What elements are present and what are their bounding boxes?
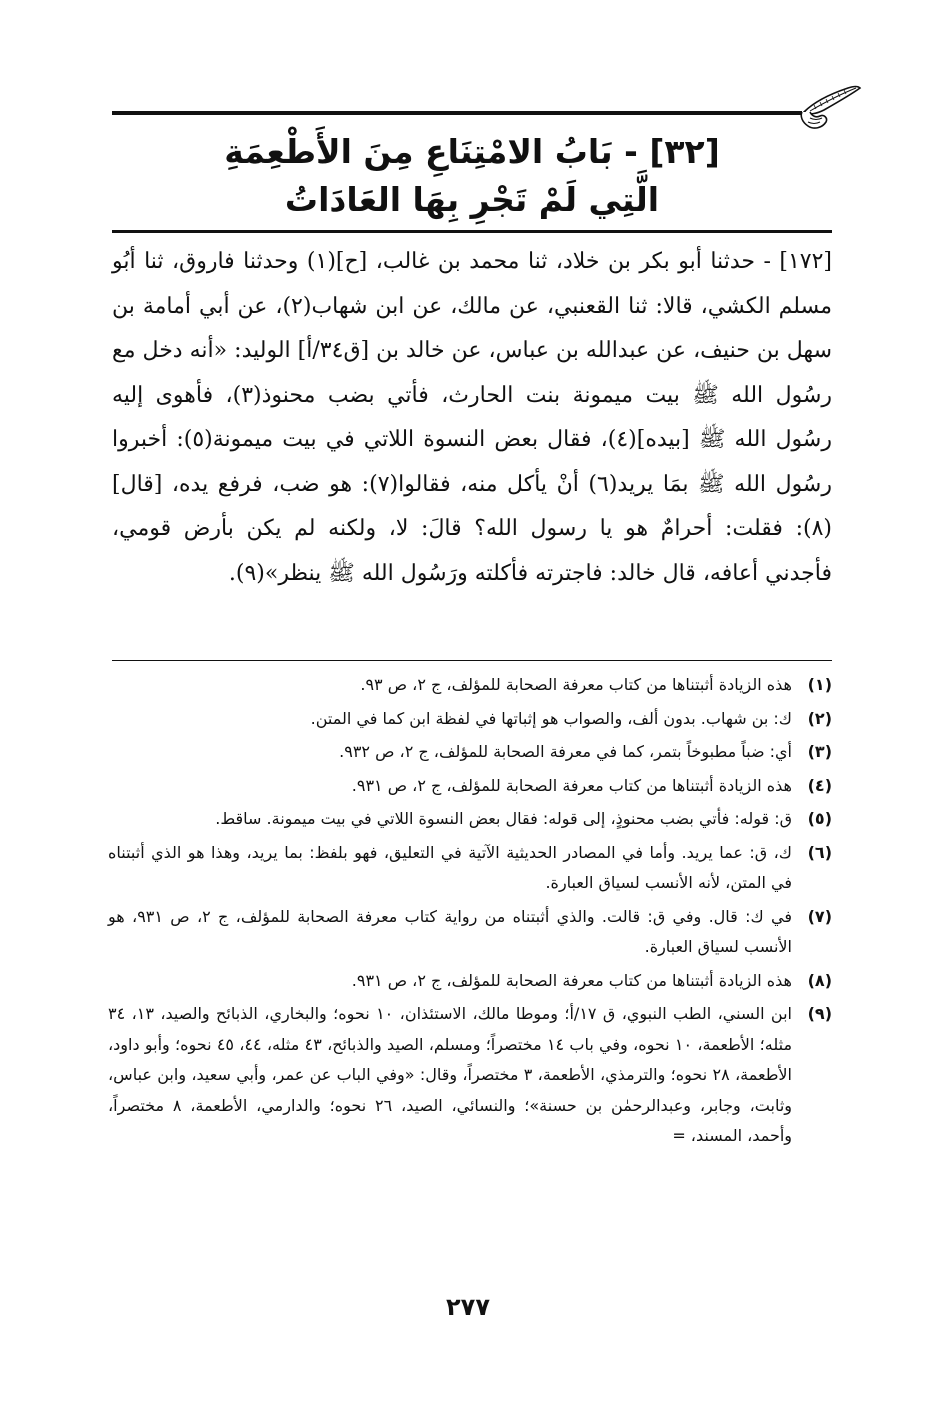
footnote-number: (٥) — [807, 809, 832, 828]
footnote-item — [108, 999, 832, 1152]
footnote-item — [108, 737, 832, 768]
quill-hand-icon — [800, 82, 862, 132]
footnote-number: (٣) — [807, 742, 832, 761]
footnotes-list — [108, 670, 832, 1155]
footnote-item — [108, 670, 832, 701]
footnote-item — [108, 838, 832, 899]
footnote-number: (٦) — [807, 842, 832, 862]
chapter-title — [112, 128, 832, 224]
footnote-text: هذه الزيادة أثبتناها من كتاب معرفة الصحابة للمؤلف، ج ٢، ص ٩٣. — [360, 675, 792, 694]
footnote-text: هذه الزيادة أثبتناها من كتاب معرفة الصحابة للمؤلف، ج ٢، ص ٩٣١. — [351, 775, 792, 795]
footnote-number: (١) — [807, 675, 832, 694]
footnote-text: في ك: قال. وفي ق: قالت. والذي أثبتناه من رواية كتاب معرفة الصحابة للمؤلف، ج ٢، ص ٩٣١، هو الأنسب لسياق العبارة. — [108, 906, 792, 956]
chapter-title-line-1: [٣٢] - بَابُ الامْتِنَاعِ مِنَ الأَطْعِمَةِ — [224, 132, 720, 171]
footnote-number: (٢) — [807, 708, 832, 728]
footnote-item — [108, 704, 832, 735]
footnote-item — [108, 771, 832, 802]
footnote-number: (٩) — [807, 1004, 832, 1023]
hadith-text: [١٧٢] - حدثنا أبو بكر بن خلاد، ثنا محمد بن غالب، [ح](١) وحدثنا فاروق، ثنا أبُو مسلم الكشي، قالا: ثنا القعنبي، عن مالك، عن ابن شهاب(٢)، عن أبي أمامة بن سهل بن حنيف، عن عبدالله بن عباس، عن خالد بن [ق٣٤/أ] الوليد: «أنه دخل مع رسُول الله ﷺ بيت ميمونة بنت الحارث، فأتي بضب محنوذ(٣)، فأهوى إليه رسُول الله ﷺ [بيده](٤)، فقال بعض النسوة اللاتي في بيت ميمونة(٥): أخبروا رسُول الله ﷺ بمَا يريد(٦) أنْ يأكل منه، فقالوا(٧): هو ضب، فرفع يده، [قال](٨): فقلت: أحرامٌ هو يا رسول الله؟ قالَ: لا، ولكنه لم يكن بأرض قومي، فأجدني أعافه، قال خالد: فاجترته فأكلته ورَسُول الله ﷺ ينظر»(٩). — [112, 249, 833, 586]
chapter-title-line-2: الَّتِي لَمْ تَجْرِ بِهَا العَادَاتُ — [284, 180, 660, 219]
footnote-number: (٤) — [807, 775, 832, 795]
title-rule — [112, 230, 832, 233]
page-number: ٢٧٧ — [446, 1293, 490, 1321]
footnote-item — [108, 902, 832, 963]
footnote-text: ابن السني، الطب النبوي، ق ١٧/أ؛ وموطا مالك، الاستئذان، ١٠ نحوه؛ والبخاري، الذبائح والصيد، ١٣، ٣٤ مثله؛ الأطعمة، ١٠ نحوه، وفي باب ١٤ مختصراً؛ ومسلم، الصيد والذبائح، ٤٣ مثله، ٤٤، ٤٥ نحوه؛ وأبو داود، الأطعمة، ٢٨ نحوه؛ والترمذي، الأطعمة، ٣ مختصراً، وقال: «وفي الباب عن عمر، وأبي سعيد، وابن عباس، وثابت، وجابر، وعبدالرحمٰن بن حسنة»؛ والنسائي، الصيد، ٢٦ نحوه؛ والدارمي، الأطعمة، ٨ مختصراً، وأحمد، المسند، = — [108, 1004, 793, 1145]
footnote-text: ك: بن شهاب. بدون ألف، والصواب هو إثباتها في لفظة ابن كما في المتن. — [310, 708, 792, 728]
header-rule — [112, 111, 802, 115]
footnote-text: ق: قوله: فأتي بضب محنوذٍ، إلى قوله: فقال بعض النسوة اللاتي في بيت ميمونة. ساقط. — [215, 809, 792, 828]
footnote-item — [108, 804, 832, 835]
footnote-text: هذه الزيادة أثبتناها من كتاب معرفة الصحابة للمؤلف، ج ٢، ص ٩٣١. — [351, 970, 792, 990]
footnote-number: (٧) — [807, 906, 832, 926]
footnote-item — [108, 966, 832, 997]
footnote-text: أي: ضباً مطبوخاً بتمر، كما في معرفة الصحابة للمؤلف، ج ٢، ص ٩٣٢. — [339, 742, 792, 761]
footnote-separator — [112, 660, 832, 661]
footnote-text: ك، ق: عما يريد. وأما في المصادر الحديثية الآتية في التعليق، فهو بلفظ: بما يريد، وهذا هو الذي أثبتناه في المتن، لأنه الأنسب لسياق العبارة. — [108, 842, 792, 892]
footnote-number: (٨) — [807, 970, 832, 990]
